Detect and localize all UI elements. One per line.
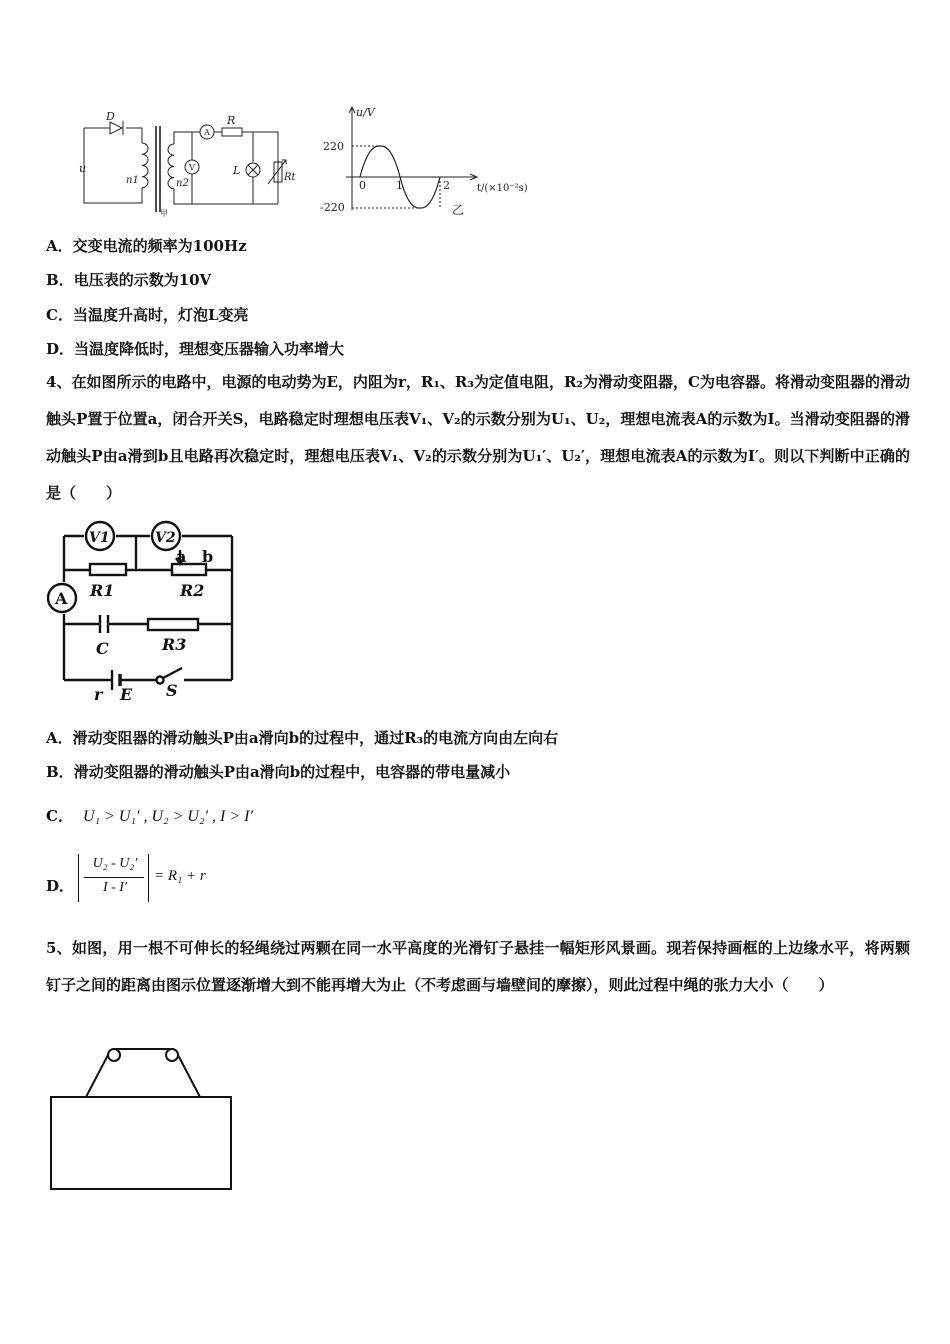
figure-caption-yi: 乙 — [452, 203, 465, 217]
resistor-label: R — [227, 114, 236, 127]
emf-label: E — [120, 685, 133, 704]
v2-label: V2 — [155, 530, 176, 546]
x-tick-1: 1 — [396, 179, 403, 192]
source-label: u — [79, 162, 87, 175]
x-tick-2: 2 — [443, 179, 450, 192]
q4-option-d-formula — [78, 852, 258, 904]
q3-option-d[interactable]: D．当温度降低时，理想变压器输入功率增大 — [46, 340, 345, 358]
ammeter-label: A — [204, 128, 210, 137]
q4-option-d-numerator: U₂ - U₂′ — [92, 856, 138, 871]
capacitor-label: C — [96, 639, 109, 658]
q4-option-d[interactable]: D． — [46, 877, 75, 895]
q4-option-d-rhs: = R₁ + r — [154, 868, 206, 884]
r3-label: R3 — [162, 635, 187, 654]
switch-label: S — [166, 681, 178, 700]
n2-label: n2 — [176, 178, 189, 189]
thermistor-label: Rt — [284, 172, 296, 183]
slider-b-label: b — [202, 547, 214, 566]
q3-option-b[interactable]: B．电压表的示数为10V — [46, 271, 212, 289]
q4-option-a[interactable]: A．滑动变阻器的滑动触头P由a滑向b的过程中，通过R₃的电流方向由左向右 — [46, 729, 559, 747]
q4-stem: 4、在如图所示的电路中，电源的电动势为E，内阻为r，R₁、R₃为定值电阻，R₂为滑动变阻器，C为电容器。将滑动变阻器的滑动触头P置于位置a，闭合开关S，电路稳定时理想电压表V₁、V₂的示数分别为U₁、U₂，理想电流表A的示数为I。当滑动变阻器的滑动触头P由a滑到b且电路再次稳定时，理想电压表V₁、V₂的示数分别为U₁′、U₂′，理想电流表A的示数为I′。则以下判断中正确的是（ ） — [46, 373, 910, 502]
r1-label: R1 — [90, 581, 115, 600]
voltmeter-label: V — [189, 163, 195, 172]
q5-stem: 5、如图，用一根不可伸长的轻绳绕过两颗在同一水平高度的光滑钉子悬挂一幅矩形风景画。现若保持画框的上边缘水平，将两颗钉子之间的距离由图示位置逐渐增大到不能再增大为止（不考虑画与墙壁间的摩擦），则此过程中绳的张力大小（ ） — [46, 939, 910, 994]
q3-option-a[interactable]: A．交变电流的频率为100Hz — [46, 237, 247, 255]
rope-left — [86, 1055, 108, 1097]
x-tick-0: 0 — [359, 179, 366, 192]
q4-option-b[interactable]: B．滑动变阻器的滑动触头P由a滑向b的过程中，电容器的带电量减小 — [46, 763, 511, 781]
right-nail — [166, 1049, 178, 1061]
left-nail — [108, 1049, 120, 1061]
q4-option-c-formula: U₁ > U₁′ , U₂ > U₂′ , I > I′ — [82, 808, 253, 825]
hanging-painting-figure — [46, 1040, 240, 1194]
slider-a-label: a — [176, 547, 187, 566]
painting-frame — [51, 1097, 231, 1189]
q4-option-d-denominator: I - I′ — [102, 880, 128, 895]
internal-r-label: r — [94, 685, 103, 704]
figure-caption-jia: 甲 — [160, 209, 168, 218]
q3-option-c[interactable]: C．当温度升高时，灯泡L变亮 — [46, 306, 249, 324]
x-axis-label: t/(×10⁻²s) — [477, 183, 528, 194]
q4-option-c[interactable]: C． U₁ > U₁′ , U₂ > U₂′ , I > I′ — [46, 807, 253, 825]
n1-label: n1 — [126, 175, 139, 186]
y-tick-min: -220 — [320, 201, 345, 214]
voltage-sine-graph — [318, 104, 538, 220]
r2-label: R2 — [180, 581, 205, 600]
ammeter-a-label: A — [55, 589, 68, 608]
y-axis-label: u/V — [356, 106, 375, 119]
lamp-label: L — [233, 164, 241, 177]
rope-right — [178, 1055, 200, 1097]
diode-label: D — [106, 110, 115, 123]
transformer-circuit-figure — [70, 108, 310, 220]
v1-label: V1 — [89, 530, 110, 546]
y-tick-max: 220 — [323, 140, 344, 153]
q4-circuit-figure — [44, 516, 244, 706]
